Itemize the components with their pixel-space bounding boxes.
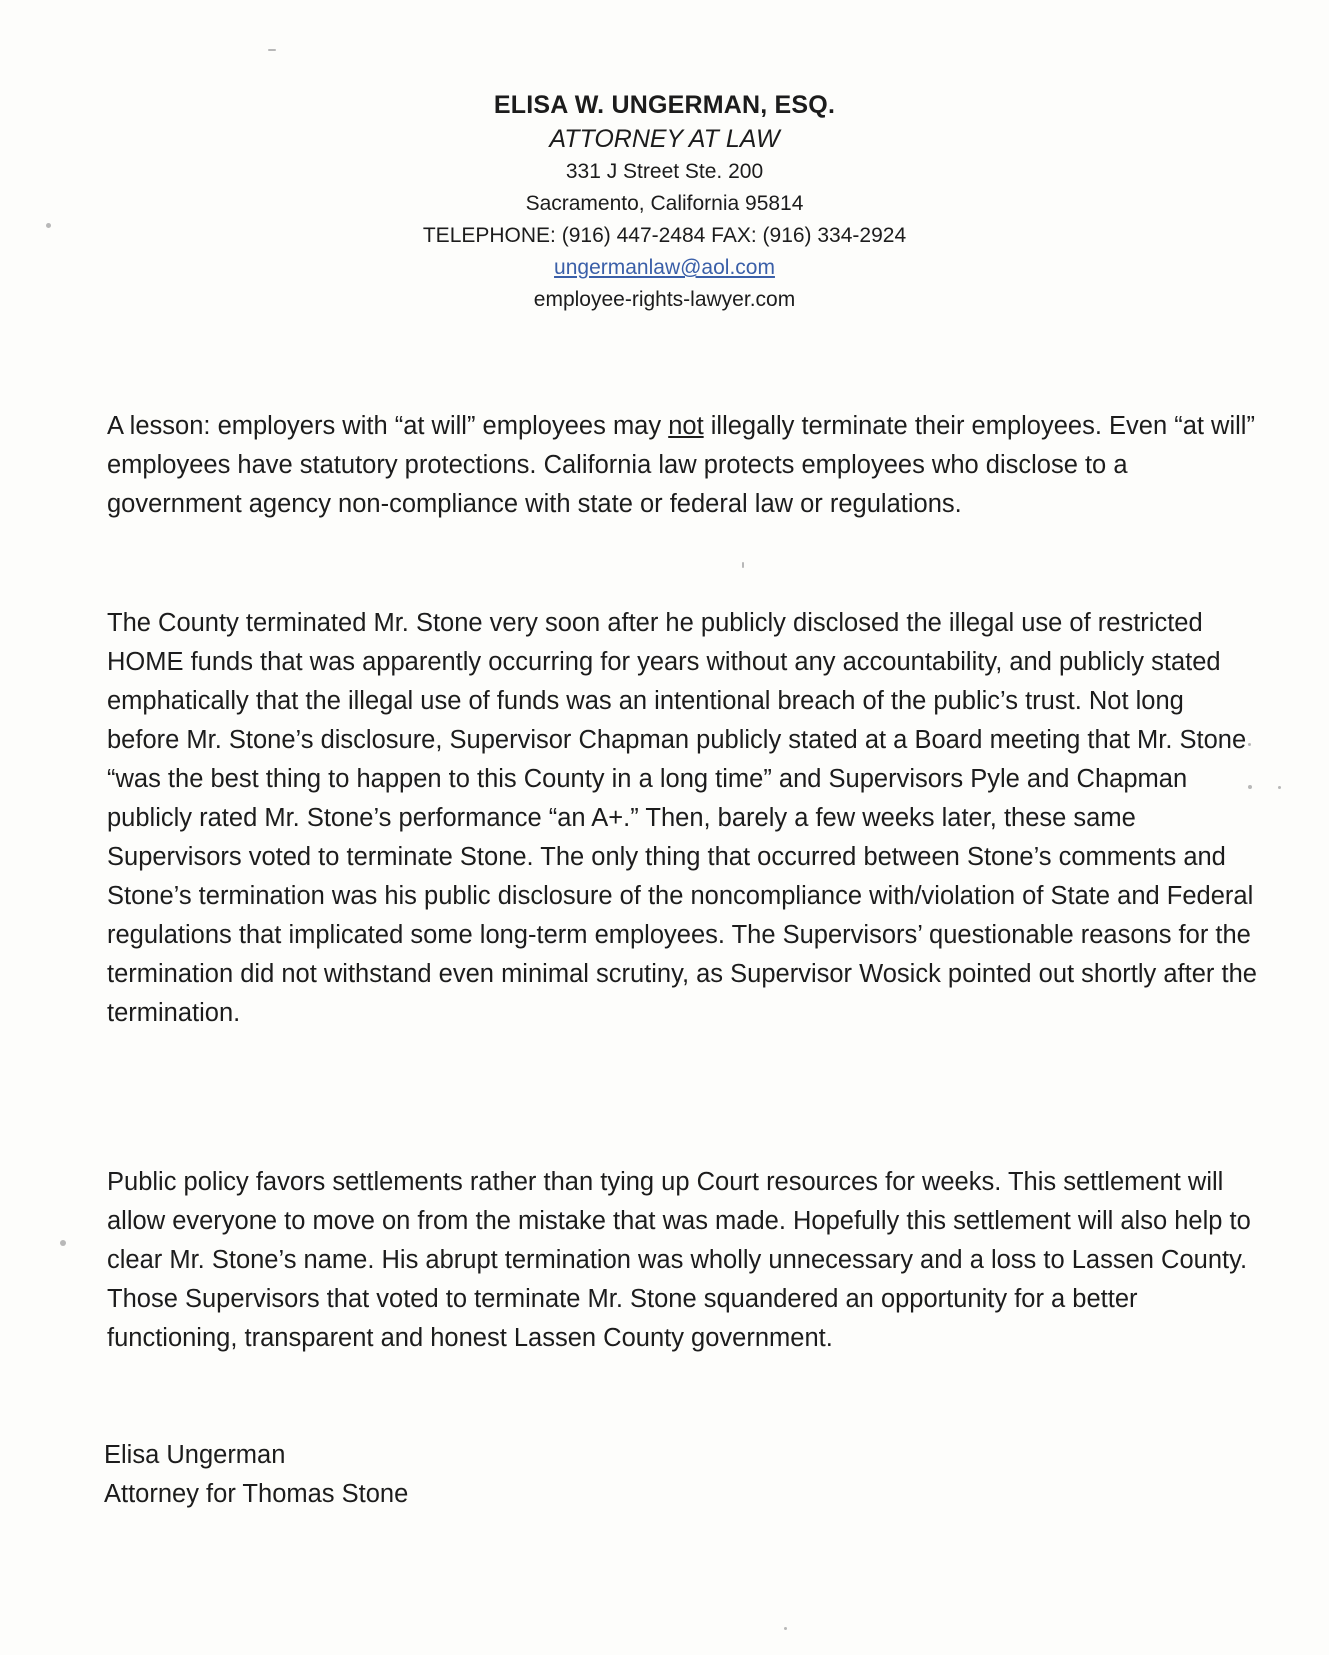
signature-role: Attorney for Thomas Stone xyxy=(104,1480,409,1508)
paragraph-termination-text: The County terminated Mr. Stone very soon after he publicly disclosed the illegal use of restricted HOME funds that was apparently occurring for years without any accountability, and publicly stated emphatically that the illegal use of funds was an intentional breach of the public’s trust. Not long before Mr. Stone’s disclosure, Supervisor Chapman publicly stated at a Board meeting that Mr. Stone “was the best thing to happen to this County in a long time” and Supervisors Pyle and Chapman publicly rated Mr. Stone’s performance “an A+.” Then, barely a few weeks later, these same Supervisors voted to terminate Stone. The only thing that occurred between Stone’s comments and Stone’s termination was his public disclosure of the noncompliance with/violation of State and Federal regulations that implicated some long-term employees. The Supervisors’ questionable reasons for the termination did not withstand even minimal scrutiny, as Supervisor Wosick pointed out shortly after the termination. xyxy=(107,609,1257,1027)
signature-block xyxy=(104,1436,408,1514)
phone-fax: TELEPHONE: (916) 447-2484 FAX: (916) 334-2924 xyxy=(422,224,907,247)
paragraph-lesson-after: illegally terminate their employees. Even “at will” employees have statutory protections. California law protects employees who disclose to a government agency non-compliance with state or federal law or regulations. xyxy=(107,412,1255,518)
scan-speck xyxy=(1248,785,1252,789)
paragraph-lesson-before: A lesson: employers with “at will” employees may xyxy=(107,412,669,440)
attorney-title: ATTORNEY AT LAW xyxy=(549,125,780,153)
scan-speck xyxy=(1278,786,1281,789)
street-address: 331 J Street Ste. 200 xyxy=(565,160,764,183)
signature-name: Elisa Ungerman xyxy=(104,1441,286,1469)
scan-speck xyxy=(742,562,744,568)
paragraph-lesson xyxy=(107,407,1257,563)
scan-speck xyxy=(60,1240,66,1246)
city-address: Sacramento, California 95814 xyxy=(525,192,804,215)
email-link[interactable]: ungermanlaw@aol.com xyxy=(554,256,775,279)
scan-speck xyxy=(784,1627,787,1630)
paragraph-settlement-text: Public policy favors settlements rather than tying up Court resources for weeks. This settlement will allow everyone to move on from the mistake that was made. Hopefully this settlement will also help to clear Mr. Stone’s name. His abrupt termination was wholly unnecessary and a loss to Lassen County. Those Supervisors that voted to terminate Mr. Stone squandered an opportunity for a better functioning, transparent and honest Lassen County government. xyxy=(107,1168,1251,1352)
paragraph-termination xyxy=(107,604,1257,1072)
letterhead xyxy=(0,88,1329,316)
scan-speck xyxy=(268,49,276,51)
website: employee-rights-lawyer.com xyxy=(533,288,796,311)
scan-speck xyxy=(46,223,51,228)
paragraph-lesson-emphasis: not xyxy=(668,412,704,440)
paragraph-settlement xyxy=(107,1163,1257,1397)
scan-speck xyxy=(1248,743,1251,746)
attorney-name: ELISA W. UNGERMAN, ESQ. xyxy=(493,91,836,119)
